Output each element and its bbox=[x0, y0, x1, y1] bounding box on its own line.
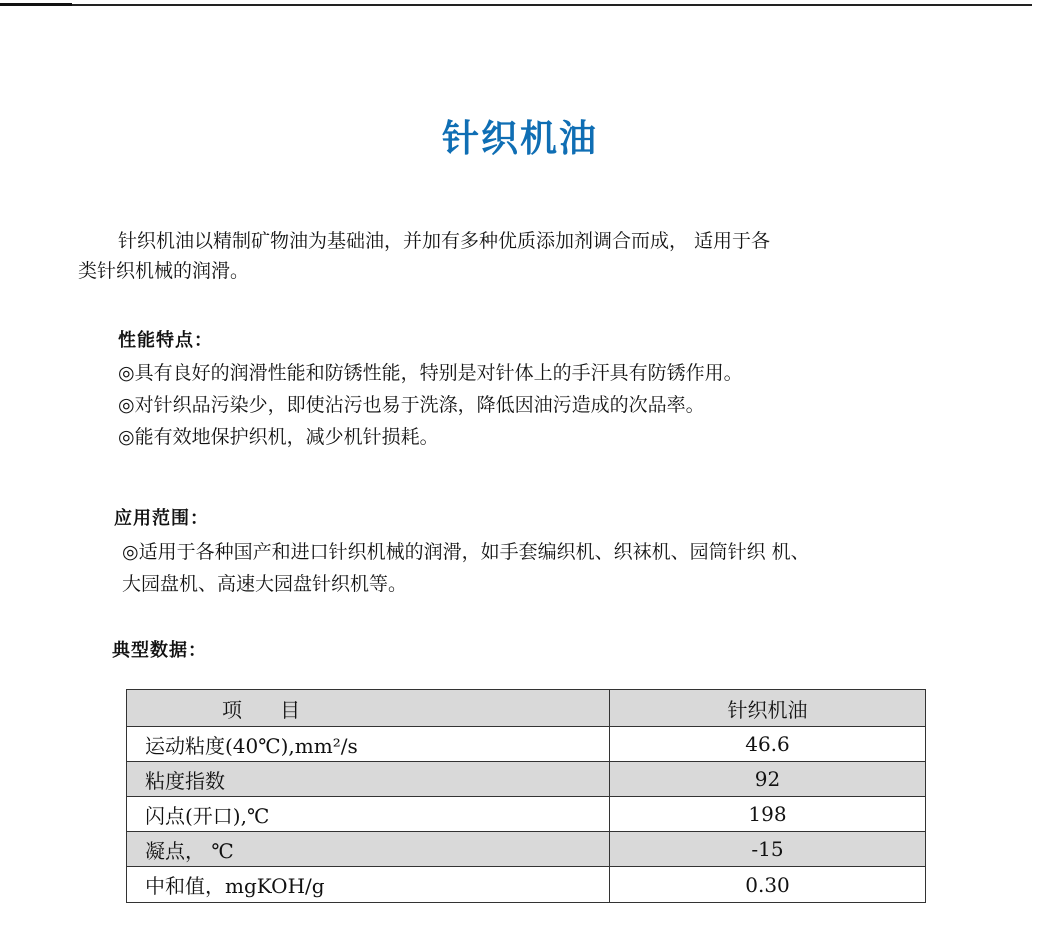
feature-item: ◎具有良好的润滑性能和防锈性能，特别是对针体上的手汗具有防锈作用。 bbox=[118, 362, 743, 384]
table-row bbox=[127, 797, 926, 832]
table-row bbox=[127, 762, 926, 797]
top-rule bbox=[0, 4, 1032, 6]
row-item-label: 运动粘度(40℃),mm²/s bbox=[127, 727, 610, 762]
applications-heading: 应用范围： bbox=[114, 508, 209, 529]
page-title: 针织机油 bbox=[442, 117, 598, 160]
table-row bbox=[127, 867, 926, 903]
typical-data-table bbox=[126, 689, 926, 903]
intro-line: 类针织机械的润滑。 bbox=[78, 260, 250, 282]
row-item-value: 0.30 bbox=[610, 867, 926, 903]
row-item-label: 闪点(开口),℃ bbox=[127, 797, 610, 832]
feature-item: ◎能有效地保护织机，减少机针损耗。 bbox=[118, 426, 439, 448]
feature-item: ◎对针织品污染少，即使沾污也易于洗涤，降低因油污造成的次品率。 bbox=[118, 394, 705, 416]
row-item-value: 198 bbox=[610, 797, 926, 832]
application-item: 大园盘机、高速大园盘针织机等。 bbox=[122, 573, 408, 595]
row-item-label: 中和值，mgKOH/g bbox=[127, 867, 610, 903]
row-item-value: -15 bbox=[610, 832, 926, 867]
column-header-item: 项 目 bbox=[127, 690, 610, 727]
features-list bbox=[118, 357, 743, 453]
row-item-label: 凝点， ℃ bbox=[127, 832, 610, 867]
column-header-value: 针织机油 bbox=[610, 690, 926, 727]
features-heading: 性能特点： bbox=[118, 330, 213, 351]
applications-list bbox=[122, 536, 810, 600]
row-item-value: 92 bbox=[610, 762, 926, 797]
top-rule-accent bbox=[0, 3, 72, 6]
table-row bbox=[127, 832, 926, 867]
table-row bbox=[127, 727, 926, 762]
application-item: ◎适用于各种国产和进口针织机械的润滑，如手套编织机、织袜机、园筒针织 机、 bbox=[122, 541, 810, 563]
row-item-label: 粘度指数 bbox=[127, 762, 610, 797]
row-item-value: 46.6 bbox=[610, 727, 926, 762]
intro-paragraph bbox=[78, 226, 898, 286]
typical-data-heading: 典型数据： bbox=[112, 640, 207, 661]
intro-line: 针织机油以精制矿物油为基础油，并加有多种优质添加剂调合而成， 适用于各 bbox=[118, 230, 771, 252]
table-header-row bbox=[127, 690, 926, 727]
